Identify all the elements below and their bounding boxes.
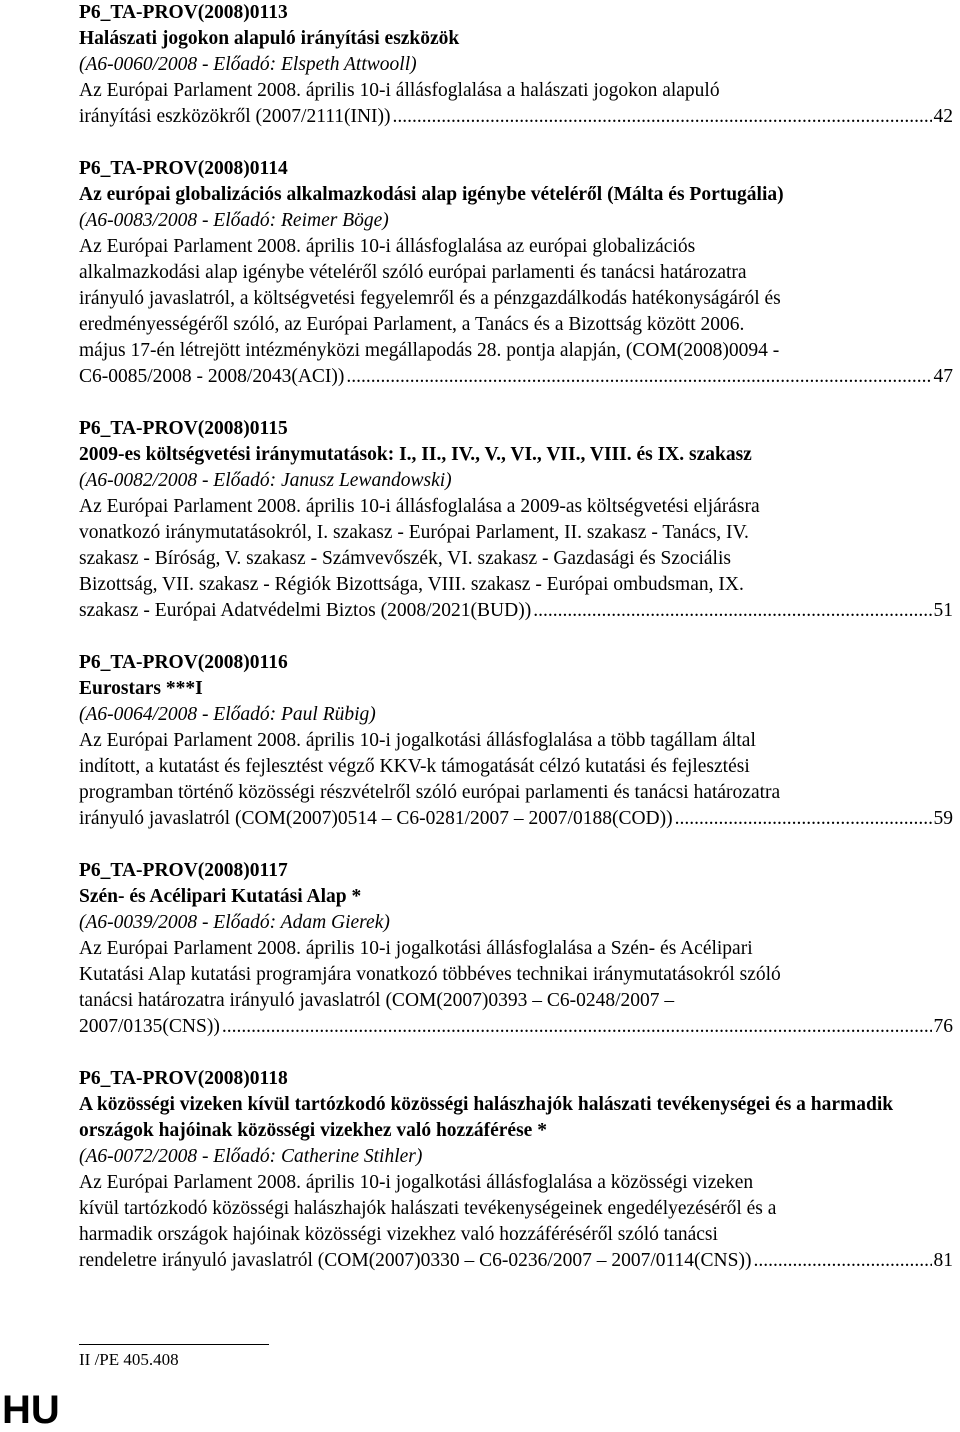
- entry-title: Szén- és Acélipari Kutatási Alap *: [79, 886, 362, 907]
- entry-code: P6_TA-PROV(2008)0115: [79, 418, 288, 439]
- entry-desc-line: kívül tartózkodó közösségi halászhajók halászati tevékenységeinek engedélyezéséről és a: [79, 1198, 777, 1219]
- entry-leader-text: irányítási eszközökről (2007/2111(INI)): [79, 106, 391, 127]
- entry-desc-line: eredményességéről szóló, az Európai Parlament, a Tanács és a Bizottság között 2006.: [79, 314, 745, 335]
- entry-desc-line: Az Európai Parlament 2008. április 10-i jogalkotási állásfoglalása a közösségi vizeken: [79, 1172, 754, 1193]
- entry-leader-line[interactable]: [79, 806, 953, 832]
- entry-desc-line: irányuló javaslatról, a költségvetési fegyelemről és a pénzgazdálkodás hatékonyságáról és: [79, 288, 781, 309]
- entry-page-number[interactable]: 76: [933, 1016, 953, 1037]
- entry-rapporteur: (A6-0039/2008 - Előadó: Adam Gierek): [79, 912, 390, 933]
- entry-title: A közösségi vizeken kívül tartózkodó közösségi halászhajók halászati tevékenységei és a harmadik országok hajóinak közösségi vizekhez való hozzáférése *: [79, 1094, 894, 1141]
- entry-desc-line: tanácsi határozatra irányuló javaslatról (COM(2007)0393 – C6-0248/2007 –: [79, 990, 675, 1011]
- entry-desc-line: Az Európai Parlament 2008. április 10-i jogalkotási állásfoglalása a Szén- és Acélipari: [79, 938, 753, 959]
- entry-desc-line: Az Európai Parlament 2008. április 10-i állásfoglalása az európai globalizációs: [79, 236, 696, 257]
- toc-entry-0113: [79, 0, 953, 130]
- entry-code: P6_TA-PROV(2008)0117: [79, 860, 288, 881]
- entry-page-number[interactable]: 81: [933, 1250, 953, 1271]
- entry-page-number[interactable]: 59: [933, 808, 953, 829]
- entry-page-number[interactable]: 42: [933, 106, 953, 127]
- entry-page-number[interactable]: 47: [933, 366, 953, 387]
- entry-desc-line: programban történő közösségi részvételről szóló európai parlamenti és tanácsi határozatra: [79, 782, 781, 803]
- entry-leader-line[interactable]: [79, 364, 953, 390]
- entry-desc-line: szakasz - Bíróság, V. szakasz - Számvevőszék, VI. szakasz - Gazdasági és Szociális: [79, 548, 731, 569]
- entry-leader-line[interactable]: [79, 104, 953, 130]
- dot-leader: [753, 1248, 931, 1274]
- entry-title: Az európai globalizációs alkalmazkodási alap igénybe vételéről (Málta és Portugália): [79, 184, 784, 205]
- entry-leader-text: 2007/0135(CNS)): [79, 1016, 220, 1037]
- entry-leader-text: szakasz - Európai Adatvédelmi Biztos (2008/2021(BUD)): [79, 600, 532, 621]
- entry-desc-line: Az Európai Parlament 2008. április 10-i állásfoglalása a halászati jogokon alapuló: [79, 80, 720, 101]
- dot-leader: [393, 104, 932, 130]
- dot-leader: [675, 806, 932, 832]
- entry-rapporteur: (A6-0082/2008 - Előadó: Janusz Lewandowski): [79, 470, 452, 491]
- document-body: [79, 0, 953, 1300]
- entry-title: 2009-es költségvetési iránymutatások: I., II., IV., V., VI., VII., VIII. és IX. szakasz: [79, 444, 752, 465]
- dot-leader: [533, 598, 931, 624]
- entry-desc-line: május 17-én létrejött intézményközi megállapodás 28. pontja alapján, (COM(2008)0094 -: [79, 340, 780, 361]
- entry-desc-line: alkalmazkodási alap igénybe vételéről szóló európai parlamenti és tanácsi határozatra: [79, 262, 747, 283]
- entry-rapporteur: (A6-0072/2008 - Előadó: Catherine Stihler): [79, 1146, 423, 1167]
- toc-entry-0117: [79, 858, 953, 1040]
- entry-desc-line: Az Európai Parlament 2008. április 10-i állásfoglalása a 2009-as költségvetési eljárásra: [79, 496, 760, 517]
- entry-leader-text: C6-0085/2008 - 2008/2043(ACI)): [79, 366, 345, 387]
- entry-code: P6_TA-PROV(2008)0114: [79, 158, 288, 179]
- entry-desc-line: harmadik országok hajóinak közösségi vizekhez való hozzáféréséről szóló tanácsi: [79, 1224, 718, 1245]
- entry-rapporteur: (A6-0083/2008 - Előadó: Reimer Böge): [79, 210, 389, 231]
- footer-reference: II /PE 405.408: [79, 1350, 179, 1369]
- language-tag: HU: [2, 1388, 60, 1432]
- entry-desc-line: Bizottság, VII. szakasz - Régiók Bizottsága, VIII. szakasz - Európai ombudsman, IX.: [79, 574, 744, 595]
- footer-divider: [79, 1344, 269, 1345]
- entry-desc-line: Kutatási Alap kutatási programjára vonatkozó többéves technikai iránymutatásokról szóló: [79, 964, 781, 985]
- entry-desc-line: indított, a kutatást és fejlesztést végző KKV-k támogatását célzó kutatási és fejlesztési: [79, 756, 750, 777]
- entry-desc-line: vonatkozó iránymutatásokról, I. szakasz - Európai Parlament, II. szakasz - Tanács, IV.: [79, 522, 749, 543]
- entry-page-number[interactable]: 51: [933, 600, 953, 621]
- entry-leader-line[interactable]: [79, 1014, 953, 1040]
- entry-code: P6_TA-PROV(2008)0118: [79, 1068, 288, 1089]
- dot-leader: [222, 1014, 932, 1040]
- entry-leader-line[interactable]: [79, 1248, 953, 1274]
- entry-leader-text: irányuló javaslatról (COM(2007)0514 – C6-0281/2007 – 2007/0188(COD)): [79, 808, 673, 829]
- entry-code: P6_TA-PROV(2008)0116: [79, 652, 288, 673]
- toc-entry-0114: [79, 156, 953, 390]
- entry-rapporteur: (A6-0064/2008 - Előadó: Paul Rübig): [79, 704, 376, 725]
- entry-desc-line: Az Európai Parlament 2008. április 10-i jogalkotási állásfoglalása a több tagállam által: [79, 730, 756, 751]
- entry-title: Eurostars ***I: [79, 678, 203, 699]
- entry-leader-line[interactable]: [79, 598, 953, 624]
- toc-entry-0115: [79, 416, 953, 624]
- toc-entry-0116: [79, 650, 953, 832]
- toc-entry-0118: [79, 1066, 953, 1274]
- dot-leader: [346, 364, 931, 390]
- entry-code: P6_TA-PROV(2008)0113: [79, 2, 288, 23]
- entry-leader-text: rendeletre irányuló javaslatról (COM(2007)0330 – C6-0236/2007 – 2007/0114(CNS)): [79, 1250, 752, 1271]
- entry-rapporteur: (A6-0060/2008 - Előadó: Elspeth Attwooll): [79, 54, 417, 75]
- entry-title: Halászati jogokon alapuló irányítási eszközök: [79, 28, 460, 49]
